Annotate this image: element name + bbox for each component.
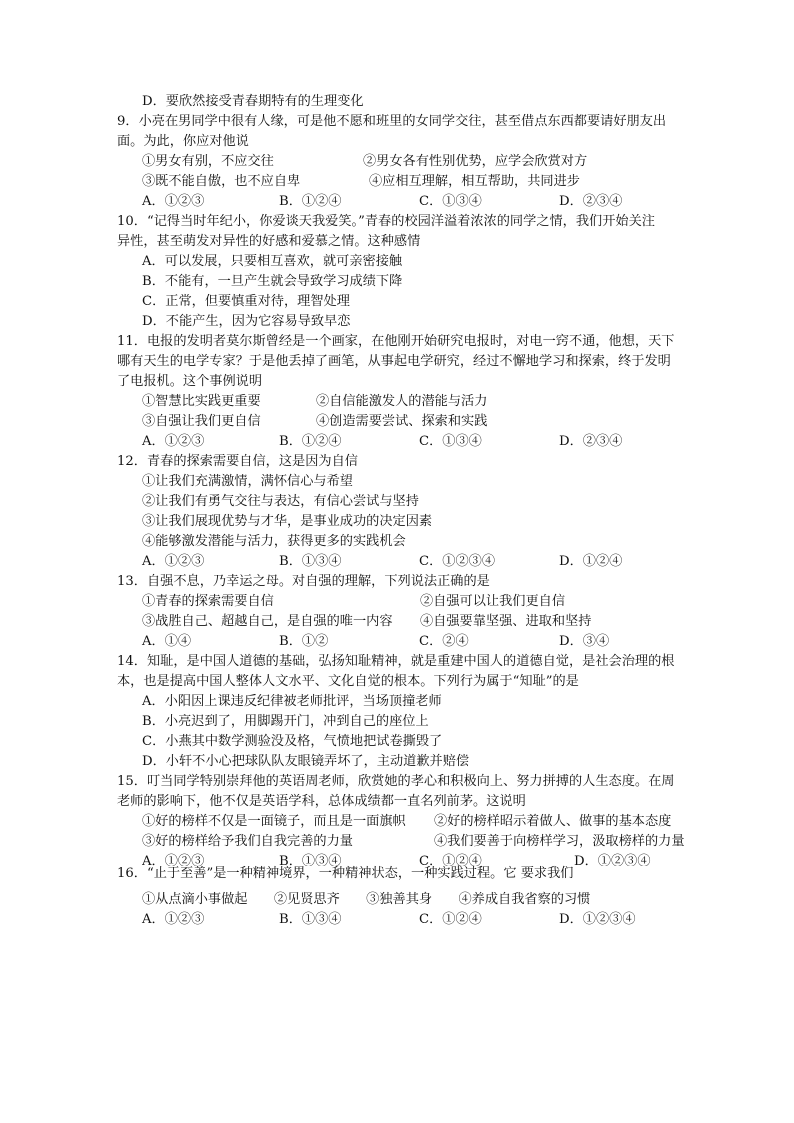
q12-option-a: A．①②③ (142, 554, 205, 569)
q11-option-a: A．①②③ (142, 434, 205, 449)
q9-option-c: C．①③④ (419, 194, 482, 209)
q13-statement-3: ③战胜自己、超越自己，是自强的唯一内容 (142, 614, 393, 629)
q15-option-b: B．①③④ (279, 854, 342, 866)
q13-statement-1: ①青春的探索需要自信 (142, 594, 274, 609)
q14-stem-cont: 本，也是提高中国人整体人文水平、文化自觉的根本。下列行为属于“知耻”的是 (117, 674, 579, 689)
q11-statement-2: ②自信能激发人的潜能与活力 (316, 394, 488, 409)
q9-option-d: D．②③④ (559, 194, 623, 209)
q12-stem: 12．青春的探索需要自信，这是因为自信 (117, 454, 358, 469)
q11-statement-1: ①智慧比实践更重要 (142, 394, 261, 409)
q11-option-b: B．①②④ (279, 434, 342, 449)
q14-option-d: D．小轩不小心把球队队友眼镜弄坏了，主动道歉并赔偿 (142, 754, 470, 769)
q12-option-c: C．①②③④ (419, 554, 496, 569)
q9-option-b: B．①②④ (279, 194, 342, 209)
q13-stem: 13．自强不息，乃幸运之母。对自强的理解，下列说法正确的是 (117, 574, 490, 589)
q15-statement-2: ②好的榜样昭示着做人、做事的基本态度 (434, 814, 672, 829)
q12-statement-2: ②让我们有勇气交往与表达，有信心尝试与坚持 (142, 494, 419, 509)
q13-option-d: D．③④ (559, 634, 610, 649)
q12-statement-1: ①让我们充满激情，满怀信心与希望 (142, 474, 353, 489)
q10-stem: 10．“记得当时年纪小，你爱谈天我爱笑。”青春的校园洋溢着浓浓的同学之情，我们开始关注 (117, 214, 655, 229)
q16-stem: 16．“止于至善”是一种精神境界，一种精神状态，一种实践过程。它 要求我们 (117, 866, 574, 881)
q10-stem-cont: 异性，甚至萌发对异性的好感和爱慕之情。这种感情 (117, 234, 421, 249)
q14-option-a: A．小阳因上课违反纪律被老师批评，当场顶撞老师 (142, 694, 442, 709)
q16-statements: ①从点滴小事做起 ②见贤思齐 ③独善其身 ④养成自我省察的习惯 (142, 892, 591, 907)
q15-stem-cont: 老师的影响下，他不仅是英语学科，总体成绩都一直名列前茅。这说明 (117, 794, 526, 809)
q11-statement-3: ③自强让我们更自信 (142, 414, 261, 429)
q11-stem-cont: 哪有天生的电学专家？于是他丢掉了画笔，从事起电学研究，经过不懈地学习和探索，终于发明 (117, 354, 671, 369)
q13-statement-4: ④自强要靠坚强、进取和坚持 (420, 614, 592, 629)
q9-statement-4: ④应相互理解，相互帮助，共同进步 (369, 174, 580, 189)
q9-option-a: A．①②③ (142, 194, 205, 209)
q15-statement-3: ③好的榜样给予我们自我完善的力量 (142, 834, 353, 849)
q12-statement-4: ④能够激发潜能与活力，获得更多的实践机会 (142, 534, 406, 549)
q16-option-d: D．①②③④ (559, 912, 636, 927)
q11-stem-cont-2: 了电报机。这个事例说明 (117, 374, 263, 389)
q10-option-d: D．不能产生，因为它容易导致早恋 (142, 314, 351, 329)
q12-statement-3: ③让我们展现优势与才华，是事业成功的决定因素 (142, 514, 433, 529)
q13-option-b: B．①② (279, 634, 329, 649)
q14-option-c: C．小燕其中数学测验没及格，气愤地把试卷撕毁了 (142, 734, 443, 749)
q15-statement-4: ④我们要善于向榜样学习，汲取榜样的力量 (434, 834, 685, 849)
q9-statement-2: ②男女各有性别优势，应学会欣赏对方 (363, 154, 588, 169)
q16-option-c: C．①②④ (419, 912, 482, 927)
q11-stem: 11．电报的发明者莫尔斯曾经是一个画家，在他刚开始研究电报时，对电一窍不通，他想，天下 (117, 334, 675, 349)
q12-option-d: D．①②④ (559, 554, 623, 569)
q14-option-b: B．小亮迟到了，用脚踢开门，冲到自己的座位上 (142, 714, 429, 729)
q8-option-d: D．要欣然接受青春期特有的生理变化 (142, 94, 364, 109)
q15-stem: 15．叮当同学特别崇拜他的英语周老师，欣赏她的孝心和积极向上、努力拼搏的人生态度。在周 (117, 774, 675, 789)
q16-option-a: A．①②③ (142, 912, 205, 927)
q13-statement-2: ②自强可以让我们更自信 (420, 594, 566, 609)
q15-option-d: D．①②③④ (574, 854, 651, 866)
q12-option-b: B．①③④ (279, 554, 342, 569)
q11-statement-4: ④创造需要尝试、探索和实践 (316, 414, 488, 429)
q13-option-c: C．②④ (419, 634, 469, 649)
q9-stem: 9．小亮在男同学中很有人缘，可是他不愿和班里的女同学交往，甚至借点东西都要请好朋友出 (117, 114, 667, 129)
q11-option-d: D．②③④ (559, 434, 623, 449)
q11-option-c: C．①③④ (419, 434, 482, 449)
q9-statement-3: ③既不能自傲，也不应自卑 (142, 174, 301, 189)
q9-statement-1: ①男女有别，不应交往 (142, 154, 274, 169)
q15-option-a: A．①②③ (142, 854, 205, 866)
q16-option-b: B．①③④ (279, 912, 342, 927)
q10-option-a: A．可以发展，只要相互喜欢，就可亲密接触 (142, 254, 403, 269)
q10-option-b: B．不能有，一旦产生就会导致学习成绩下降 (142, 274, 403, 289)
q9-stem-cont: 面。为此，你应对他说 (117, 134, 249, 149)
q14-stem: 14．知耻，是中国人道德的基础，弘扬知耻精神，就是重建中国人的道德自觉，是社会治理的根 (117, 654, 675, 669)
q13-option-a: A．①④ (142, 634, 192, 649)
q10-option-c: C．正常，但要慎重对待，理智处理 (142, 294, 350, 309)
q15-statement-1: ①好的榜样不仅是一面镜子，而且是一面旗帜 (142, 814, 406, 829)
q15-option-c: C．①②④ (419, 854, 482, 866)
